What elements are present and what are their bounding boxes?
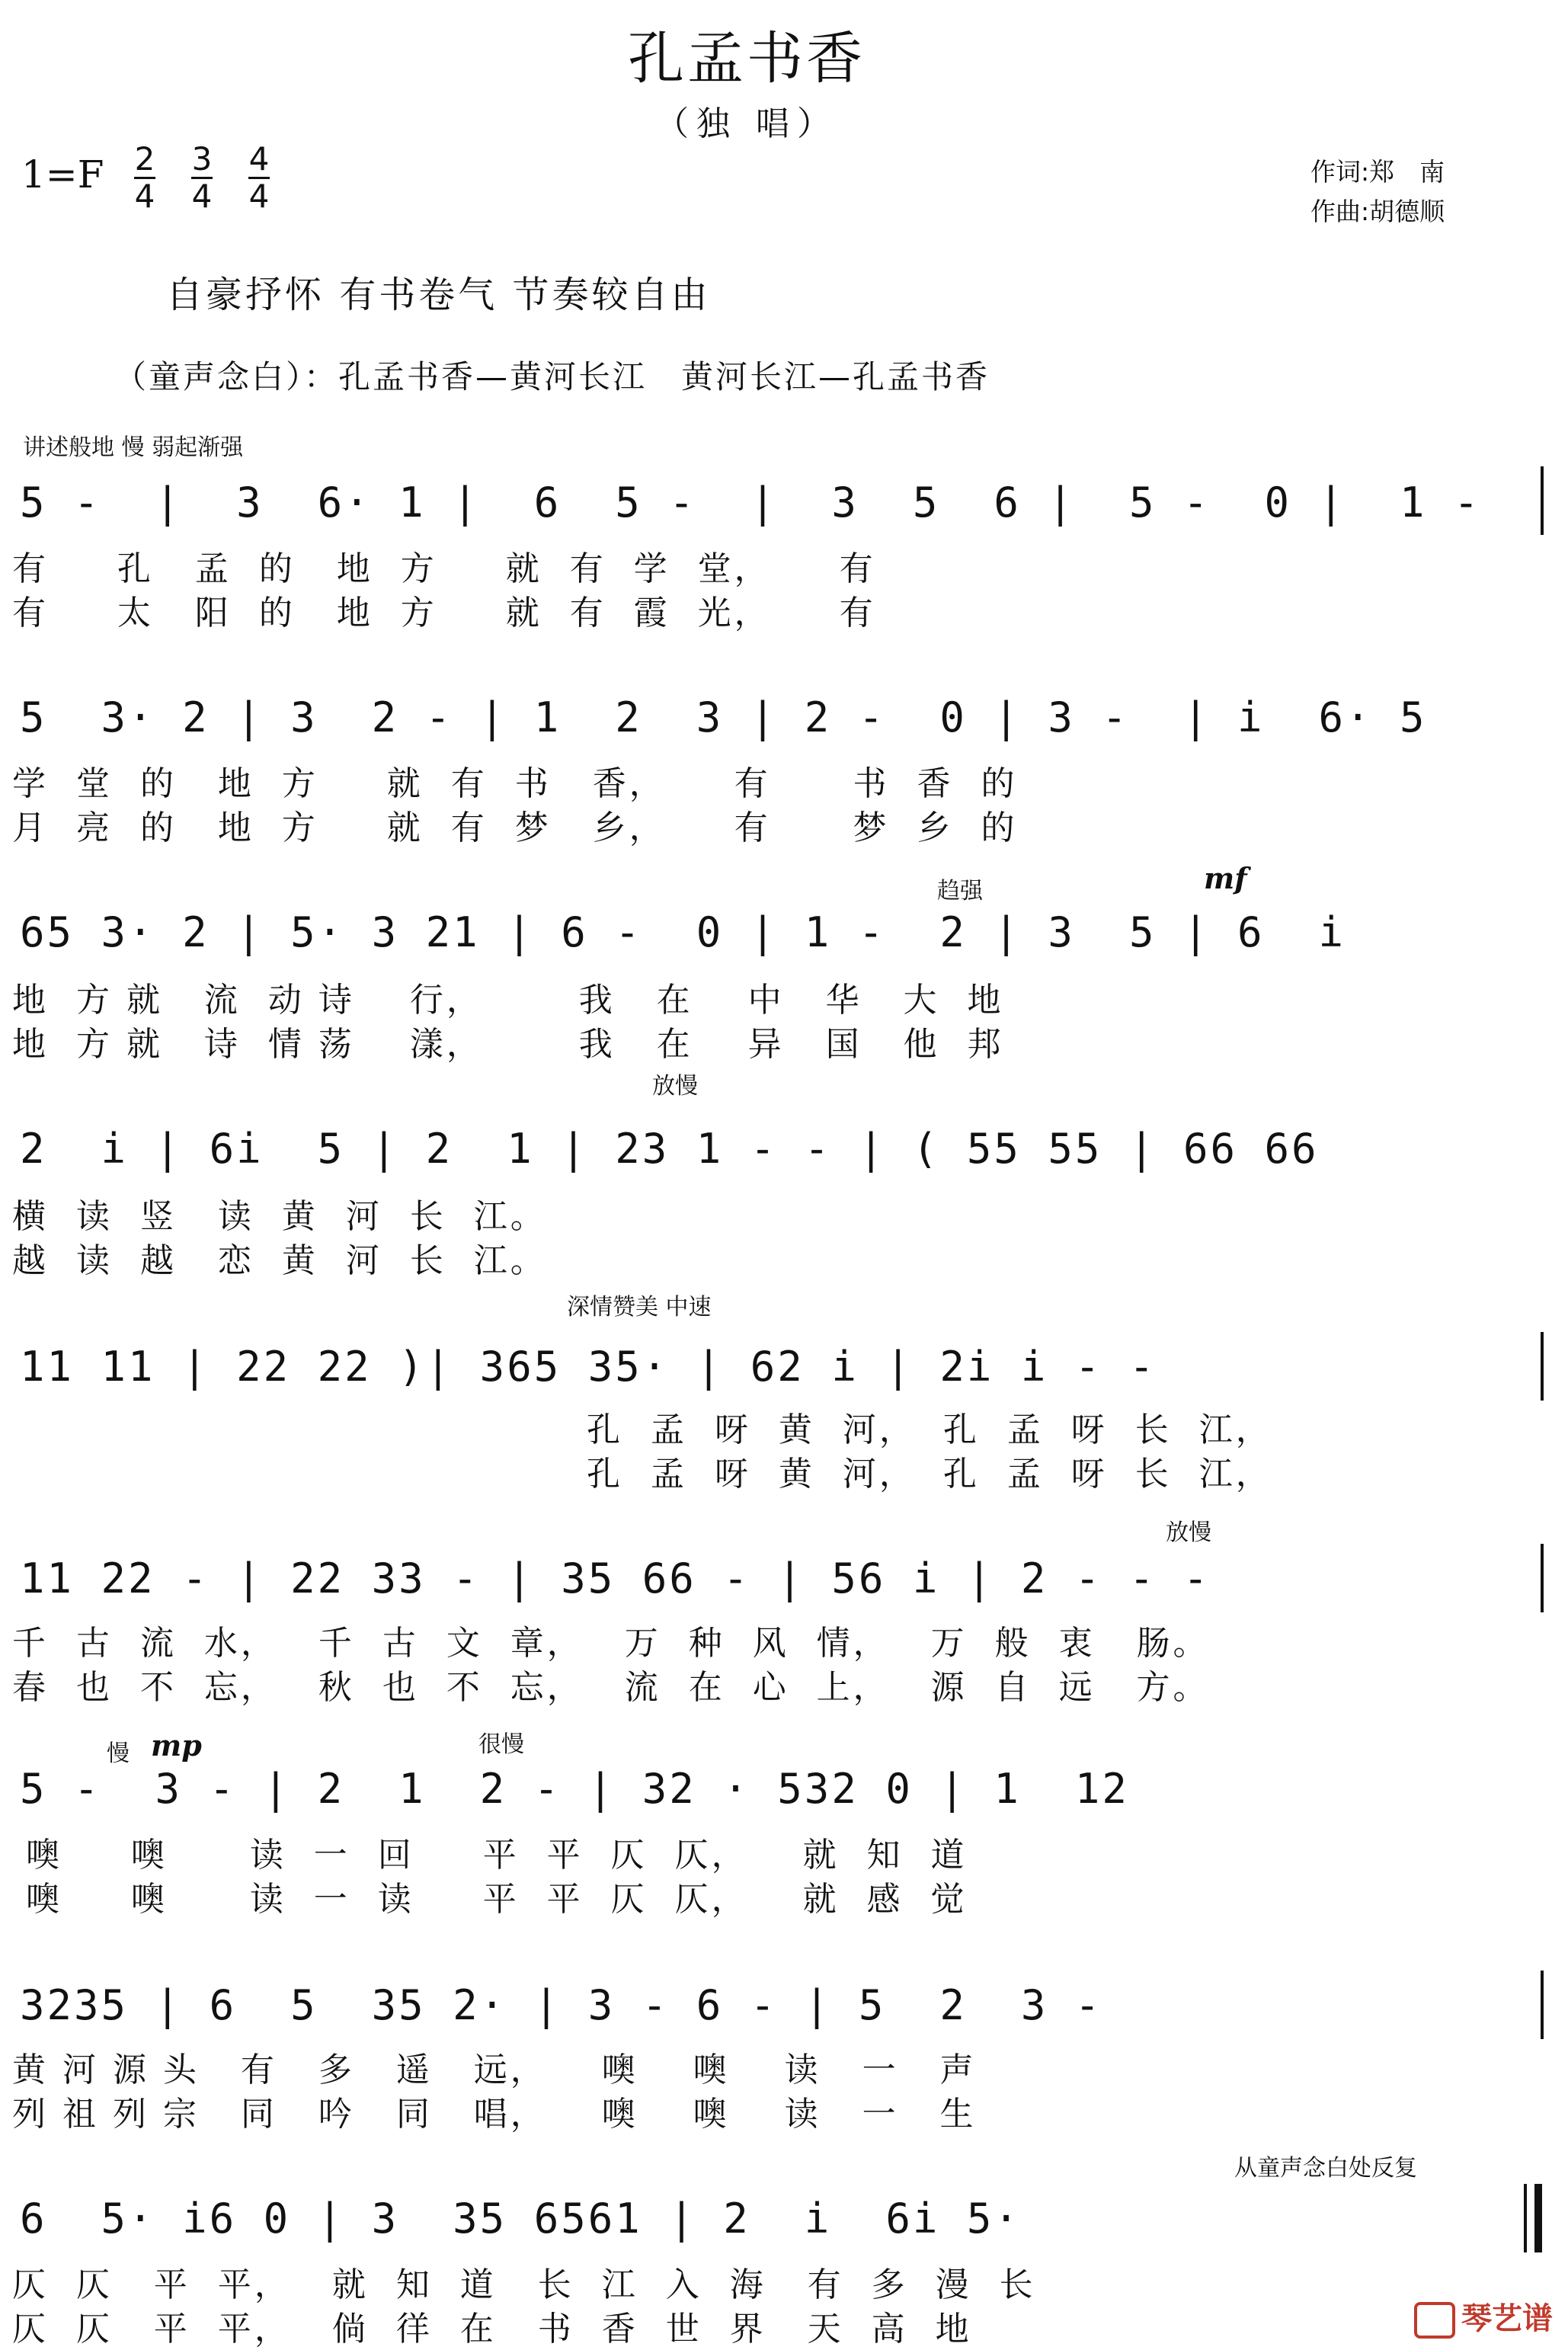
lyrics-verse1-line-2: 学 堂 的 地 方 就 有 书 香， 有 书 香 的: [12, 764, 1018, 803]
time-sig-top: 4: [248, 140, 270, 178]
lyrics-verse1-line-4: 横 读 竖 读 黄 河 长 江。: [12, 1197, 547, 1236]
notation-line-5: 11 11 | 22 22 )| 365 35· | 62 i | 2i i - -: [20, 1343, 1157, 1391]
direction-line-1: 讲述般地 慢 弱起渐强: [23, 434, 244, 461]
time-sig-bottom: 4: [191, 178, 213, 215]
key-signature: 1=F: [21, 152, 104, 197]
time-sig-bottom: 4: [248, 178, 270, 215]
notation-line-1: 5 - | 3 6· 1 | 6 5 - | 3 5 6 | 5 - 0 | 1 -: [20, 479, 1481, 527]
children-recitation: （童声念白）：孔孟书香—黄河长江 黄河长江—孔孟书香: [114, 358, 990, 395]
time-sig-top: 3: [191, 140, 213, 178]
direction-line-3: 趋强: [937, 878, 983, 904]
time-sig-top: 2: [134, 140, 155, 178]
lyrics-verse2-line-9: 仄 仄 平 平， 倘 徉 在 书 香 世 界 天 高 地: [12, 2310, 972, 2348]
lyrics-verse2-line-4: 越 读 越 恋 黄 河 长 江。: [12, 1241, 547, 1280]
notation-line-8: 3235 | 6 5 35 2· | 3 - 6 - | 5 2 3 -: [20, 1981, 1102, 2029]
lyrics-verse1-line-9: 仄 仄 平 平， 就 知 道 长 江 入 海 有 多 漫 长: [12, 2265, 1036, 2304]
notation-line-3: 65 3· 2 | 5· 3 21 | 6 - 0 | 1 - 2 | 3 5 | 6 i: [20, 908, 1346, 956]
lyrics-verse1-line-5: 孔 孟 呀 黄 河， 孔 孟 呀 长 江，: [587, 1410, 1272, 1449]
lyrics-verse2-line-5: 孔 孟 呀 黄 河， 孔 孟 呀 长 江，: [587, 1455, 1272, 1494]
repeat-barline-thin: [1524, 2184, 1527, 2252]
direction-line-4: 放慢: [652, 1073, 698, 1100]
song-title: 孔孟书香: [628, 26, 866, 91]
lyrics-verse2-line-6: 春 也 不 忘， 秋 也 不 忘， 流 在 心 上， 源 自 远 方。: [12, 1668, 1210, 1707]
lyrics-verse2-line-2: 月 亮 的 地 方 就 有 梦 乡， 有 梦 乡 的: [12, 808, 1018, 847]
time-sig-bottom: 4: [134, 178, 155, 215]
piano-logo-icon: [1414, 2302, 1455, 2339]
dynamic-mf: mf: [1204, 861, 1247, 895]
watermark: [1414, 2294, 1553, 2339]
barline: [1541, 466, 1544, 535]
time-signature-2-4: [130, 142, 160, 214]
composer-credit: 作曲:胡德顺: [1310, 197, 1445, 226]
notation-line-9: 6 5· i6 0 | 3 35 6561 | 2 i 6i 5·: [20, 2195, 1021, 2243]
lyrics-verse1-line-1: 有 孔 孟 的 地 方 就 有 学 堂， 有: [12, 549, 876, 588]
notation-line-7: 5 - 3 - | 2 1 2 - | 32 · 532 0 | 1 12: [20, 1765, 1129, 1813]
time-signature-4-4: [244, 142, 274, 214]
direction-line-7: 慢: [107, 1740, 130, 1767]
expression-marking: 自豪抒怀 有书卷气 节奏较自由: [166, 274, 711, 316]
song-subtitle: （独 唱）: [655, 104, 838, 143]
notation-line-2: 5 3· 2 | 3 2 - | 1 2 3 | 2 - 0 | 3 - | i 6· 5: [20, 693, 1427, 741]
lyrics-verse2-line-7: 噢 噢 读 一 读 平 平 仄 仄， 就 感 觉: [12, 1880, 968, 1919]
dynamic-mp: mp: [151, 1728, 202, 1762]
lyrics-verse2-line-3: 地 方 就 诗 情 荡 漾， 我 在 异 国 他 邦: [12, 1025, 1004, 1064]
direction-line-5: 深情赞美 中速: [567, 1294, 712, 1321]
lyricist-credit: 作词:郑 南: [1310, 157, 1445, 187]
direction-line-6: 放慢: [1166, 1519, 1211, 1546]
barline: [1541, 1544, 1544, 1612]
direction-line-7b: 很慢: [478, 1731, 524, 1758]
barline: [1541, 1332, 1544, 1401]
notation-line-6: 11 22 - | 22 33 - | 35 66 - | 56 i | 2 - - -: [20, 1554, 1211, 1602]
lyrics-verse1-line-8: 黄 河 源 头 有 多 遥 远， 噢 噢 读 一 声: [12, 2051, 977, 2089]
watermark-text: 琴艺谱: [1461, 2301, 1553, 2336]
lyrics-verse2-line-1: 有 太 阳 的 地 方 就 有 霞 光， 有: [12, 594, 876, 632]
barline: [1541, 1971, 1544, 2039]
lyrics-verse1-line-6: 千 古 流 水， 千 古 文 章， 万 种 风 情， 万 般 衷 肠。: [12, 1624, 1210, 1663]
notation-line-4: 2 i | 6i 5 | 2 1 | 23 1 - - | ( 55 55 | 66 66: [20, 1125, 1319, 1173]
direction-line-9: 从童声念白处反复: [1234, 2155, 1417, 2182]
lyrics-verse2-line-8: 列 祖 列 宗 同 吟 同 唱， 噢 噢 读 一 生: [12, 2095, 977, 2134]
lyrics-verse1-line-3: 地 方 就 流 动 诗 行， 我 在 中 华 大 地: [12, 981, 1004, 1020]
time-signature-3-4: [187, 142, 217, 214]
repeat-barline-thick: [1534, 2184, 1542, 2252]
lyrics-verse1-line-7: 噢 噢 读 一 回 平 平 仄 仄， 就 知 道: [12, 1836, 968, 1875]
